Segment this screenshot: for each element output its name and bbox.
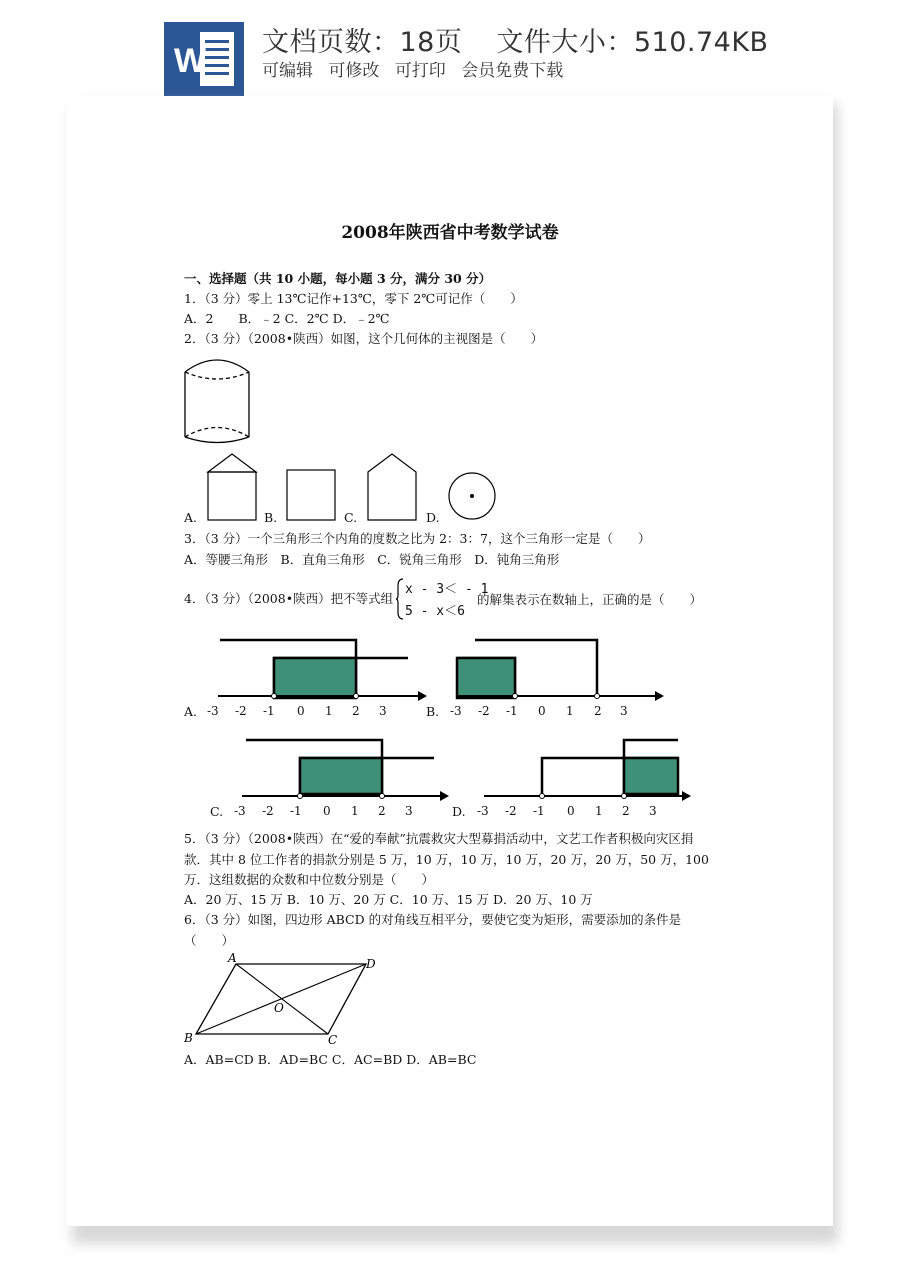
tick: 2	[594, 704, 602, 718]
tick: -2	[262, 804, 274, 818]
numberline-d	[482, 738, 692, 802]
feature-printable: 可打印	[394, 61, 446, 81]
tick: 1	[595, 804, 603, 818]
tick: -1	[506, 704, 518, 718]
tick: 2	[622, 804, 630, 818]
question-3: 3．（3 分）一个三角形三个内角的度数之比为 2：3：7，这个三角形一定是（ ）	[184, 531, 651, 546]
tick: 0	[538, 704, 546, 718]
feature-list	[262, 56, 573, 81]
tick: 3	[405, 804, 413, 818]
tick: 3	[620, 704, 628, 718]
q4-label-a: A.	[184, 704, 198, 719]
question-2: 2．（3 分）（2008•陕西）如图，这个几何体的主视图是（ ）	[184, 331, 544, 346]
file-size: 文件大小：510.74KB	[496, 27, 769, 58]
question-4-tail: 的解集表示在数轴上，正确的是（ ）	[477, 592, 703, 607]
word-icon-letter: W	[174, 42, 207, 80]
question-4-intro: 4．（3 分）（2008•陕西）把不等式组	[184, 591, 394, 606]
tick: -1	[290, 804, 302, 818]
point-o: O	[274, 1001, 284, 1015]
tick: -2	[235, 704, 247, 718]
tick: 3	[649, 804, 657, 818]
section-heading: 一、选择题（共 10 小题，每小题 3 分，满分 30 分）	[184, 271, 492, 286]
tick: 2	[352, 704, 360, 718]
question-1-options: A．2 B．﹣2 C．2℃ D．﹣2℃	[184, 311, 390, 326]
tick: -3	[477, 804, 489, 818]
q2-label-d: D.	[426, 510, 440, 525]
download-banner	[0, 0, 900, 100]
q4-label-c: C.	[210, 804, 224, 819]
question-6-options: A．AB=CD B．AD=BC C．AC=BD D．AB=BC	[184, 1052, 477, 1067]
tick: -3	[450, 704, 462, 718]
document-title: 2008年陕西省中考数学试卷	[341, 223, 559, 243]
point-d: D	[366, 957, 376, 971]
tick: 2	[378, 804, 386, 818]
tick: -2	[505, 804, 517, 818]
feature-editable: 可编辑	[262, 61, 313, 81]
question-5-options: A．20 万、15 万 B．10 万、20 万 C．10 万、15 万 D．20 万、10 万	[184, 892, 593, 907]
q2-label-b: B.	[264, 510, 278, 525]
question-5-line3: 万．这组数据的众数和中位数分别是（ ）	[184, 872, 435, 887]
inequality-2: 5 - x＜6	[405, 604, 465, 619]
file-info	[262, 20, 769, 59]
q2-option-c-figure	[366, 452, 418, 522]
tick: 1	[566, 704, 574, 718]
q4-label-d: D.	[452, 804, 466, 819]
tick: 0	[567, 804, 575, 818]
q2-option-d-figure	[446, 470, 498, 522]
point-a: A	[228, 951, 237, 965]
q4-label-b: B.	[426, 704, 440, 719]
numberline-b	[455, 636, 665, 706]
question-5-line1: 5．（3 分）（2008•陕西）在“爱的奉献”抗震救灾大型募捐活动中，文艺工作者积极向灾区捐	[184, 831, 694, 846]
q2-label-c: C.	[344, 510, 358, 525]
question-3-options: A．等腰三角形 B．直角三角形 C．锐角三角形 D．钝角三角形	[184, 552, 560, 567]
point-c: C	[328, 1033, 338, 1047]
tick: 0	[297, 704, 305, 718]
tick: -3	[207, 704, 219, 718]
point-b: B	[184, 1031, 193, 1045]
cylinder-figure	[182, 352, 252, 444]
tick: 0	[323, 804, 331, 818]
feature-member-download: 会员免费下载	[461, 61, 564, 81]
question-1: 1．（3 分）零上 13℃记作+13℃，零下 2℃可记作（ ）	[184, 291, 523, 306]
tick: 1	[325, 704, 333, 718]
parallelogram-figure	[180, 950, 380, 1047]
q2-option-b-figure	[285, 468, 337, 522]
inequality-brace	[396, 578, 404, 620]
q2-option-a-figure	[206, 452, 258, 522]
tick: -3	[234, 804, 246, 818]
numberline-a	[212, 636, 427, 706]
tick: -1	[533, 804, 545, 818]
word-icon	[164, 22, 244, 96]
tick: -2	[478, 704, 490, 718]
question-6-line1: 6．（3 分）如图，四边形 ABCD 的对角线互相平分，要使它变为矩形，需要添加的条件是	[184, 912, 682, 927]
tick: 3	[379, 704, 387, 718]
q2-label-a: A.	[184, 510, 198, 525]
inequality-1: x - 3＜ - 1	[405, 582, 489, 597]
page-count: 文档页数：18页	[262, 27, 463, 58]
tick: -1	[263, 704, 275, 718]
tick: 1	[351, 804, 359, 818]
numberline-c	[240, 738, 450, 802]
question-5-line2: 款．其中 8 位工作者的捐款分别是 5 万，10 万，10 万，10 万，20 万，20 万，50 万，100	[184, 852, 709, 867]
feature-modifiable: 可修改	[328, 61, 380, 81]
question-6-line2: （ ）	[184, 933, 235, 948]
